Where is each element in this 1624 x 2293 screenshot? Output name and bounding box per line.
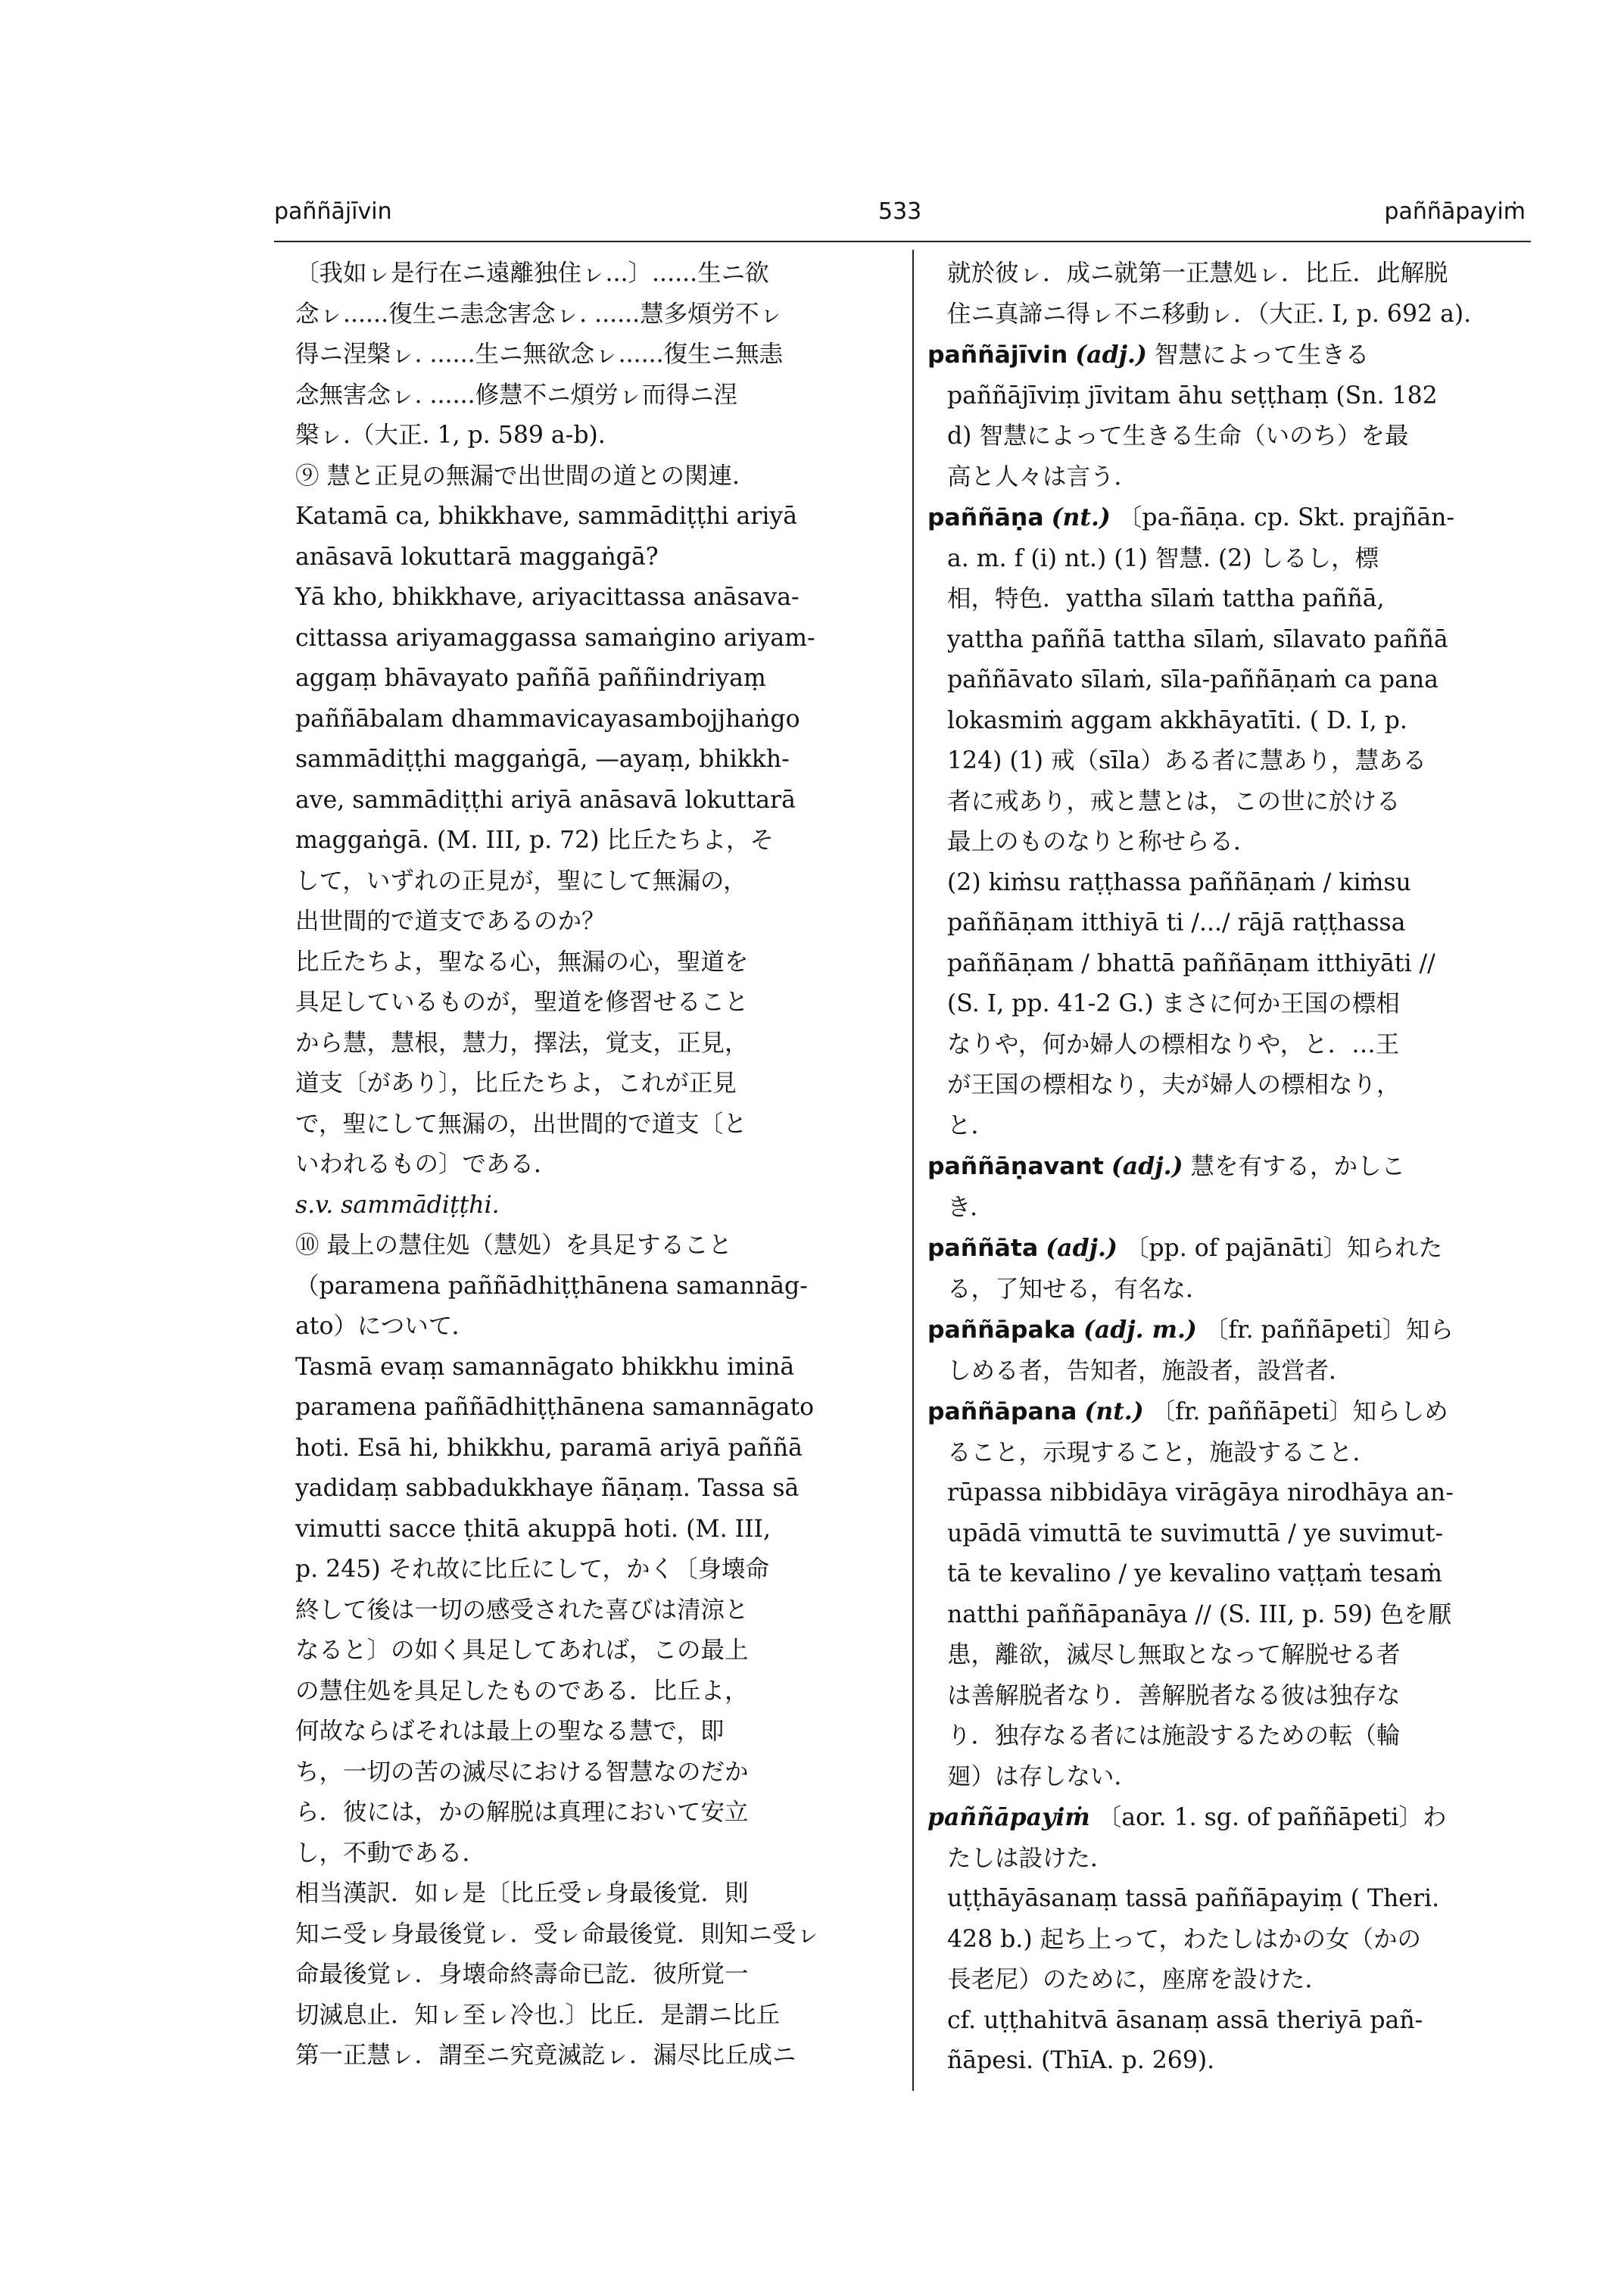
text-line: 相，特色．yattha sīlaṁ tattha paññā, (947, 585, 1385, 612)
text-line: Katamā ca, bhikkhave, sammādiṭṭhi ariyā (295, 503, 797, 530)
text-line: paññāṇam / bhattā paññāṇam itthiyāti // (947, 949, 1435, 977)
text-line: が王国の標相なり，夫が婦人の標相なり， (947, 1071, 1401, 1098)
text-line: p. 245) それ故に比丘にして，かく〔身壊命 (295, 1556, 769, 1583)
text-line: き． (947, 1193, 994, 1221)
entry-definition: 〔pp. of pajānāti〕知られた (1124, 1235, 1443, 1262)
text-line: して，いずれの正見が，聖にして無漏の， (295, 867, 747, 895)
dictionary-entry (927, 1228, 1526, 1270)
dictionary-entry (927, 1797, 1526, 1839)
text-line: なりや，何か婦人の標相なりや，と．…王 (947, 1030, 1400, 1058)
entry-headword: paññāpaka (927, 1316, 1076, 1344)
text-line: ⑩ 最上の慧住処（慧処）を具足すること (295, 1232, 733, 1259)
text-line: upādā vimuttā te suvimuttā / ye suvimut- (947, 1519, 1444, 1547)
text-line: 廻）は存しない． (947, 1762, 1139, 1790)
entry-definition: 〔pa-ñāṇa. cp. Skt. prajñān- (1117, 504, 1455, 531)
text-line: lokasmiṁ aggam akkhāyatīti. ( D. I, p. (947, 706, 1407, 734)
text-line: (S. I, pp. 41-2 G.) まさに何か王国の標相 (947, 990, 1400, 1017)
text-line: 428 b.) 起ち上って，わたしはかの女（かの (947, 1925, 1421, 1953)
page-number: 533 (878, 198, 922, 225)
text-line: は善解脱者なり．善解脱者なる彼は独存な (947, 1681, 1401, 1709)
text-line: anāsavā lokuttarā maggaṅgā? (295, 543, 659, 571)
text-line: hoti. Esā hi, bhikkhu, paramā ariyā paññā (295, 1434, 803, 1462)
text-line: 命最後覚ㇾ．身壊命終壽命已訖．彼所覚一 (295, 1961, 749, 1988)
text-line: 第一正慧ㇾ．謂至ニ究竟滅訖ㇾ．漏尽比丘成ニ (295, 2042, 796, 2069)
text-line: 比丘たちよ，聖なる心，無漏の心，聖道を (295, 948, 749, 976)
text-line: paññāvato sīlaṁ, sīla-paññāṇaṁ ca pana (947, 666, 1439, 693)
text-line: 切滅息止．知ㇾ至ㇾ冷也.〕比丘．是謂ニ比丘 (295, 2001, 781, 2029)
text-line: 最上のものなりと称せらる． (947, 828, 1258, 855)
right-column (927, 254, 1526, 2082)
text-line: たしは設けた． (947, 1844, 1114, 1872)
entry-definition: 智慧によって生きる (1154, 341, 1370, 369)
entry-definition: 〔fr. paññāpeti〕知ら (1204, 1316, 1454, 1344)
text-line: 高と人々は言う． (947, 463, 1139, 491)
text-line: cittassa ariyamaggassa samaṅgino ariyam- (295, 624, 815, 652)
text-line: natthi paññāpanāya // (S. III, p. 59) 色を厭 (947, 1600, 1452, 1628)
text-line: Yā kho, bhikkhave, ariyacittassa anāsava- (295, 584, 800, 611)
text-line: と． (947, 1111, 996, 1139)
text-line: （paramena paññādhiṭṭhānena samannāg- (295, 1272, 808, 1300)
text-line: ら．彼には，かの解脱は真理において安立 (295, 1799, 749, 1826)
text-line: paññājīviṃ jīvitam āhu seṭṭhaṃ (Sn. 182 (947, 382, 1438, 410)
text-line: 〔我如ㇾ是行在ニ遠離独住ㇾ...〕......生ニ欲 (295, 260, 769, 287)
text-line: し，不動である． (295, 1839, 487, 1867)
text-line: の慧住処を具足したものである．比丘よ， (295, 1677, 749, 1705)
text-line: 何故ならばそれは最上の聖なる慧で，即 (295, 1718, 725, 1745)
entry-headword: paññāta (927, 1235, 1039, 1262)
text-line: (2) kiṁsu raṭṭhassa paññāṇaṁ / kiṁsu (947, 868, 1411, 896)
text-line: 槃ㇾ.（大正. 1, p. 589 a-b). (295, 422, 606, 449)
text-line: ち，一切の苦の滅尽における智慧なのだか (295, 1758, 749, 1786)
text-line: ave, sammādiṭṭhi ariyā anāsavā lokuttarā (295, 786, 796, 814)
text-line: 具足しているものが，聖道を修習せること (295, 989, 749, 1016)
text-line: uṭṭhāyāsanaṃ tassā paññāpayiṃ ( Theri. (947, 1885, 1440, 1912)
entry-headword: paññāpana (927, 1398, 1077, 1425)
text-line: paññāṇam itthiyā ti /.../ rājā raṭṭhassa (947, 909, 1406, 936)
text-line: り．独存なる者には施設するための転（輪 (947, 1722, 1401, 1749)
text-line: ato）について． (295, 1313, 476, 1340)
dictionary-entry (927, 1391, 1526, 1433)
text-line: paramena paññādhiṭṭhānena samannāgato (295, 1394, 815, 1421)
entry-definition: 〔aor. 1. sg. of paññāpeti〕わ (1097, 1804, 1447, 1831)
text-line: aggaṃ bhāvayato paññā paññindriyaṃ (295, 665, 766, 692)
text-line: paññābalam dhammavicayasambojjhaṅgo (295, 705, 800, 733)
text-line: rūpassa nibbidāya virāgāya nirodhāya an- (947, 1479, 1454, 1506)
dictionary-entry (927, 335, 1526, 376)
page-header (0, 198, 1624, 236)
entry-pos: (adj. m.) (1083, 1316, 1197, 1344)
entry-headword: paññāṇa (927, 504, 1044, 531)
entry-pos: (nt.) (1051, 503, 1111, 531)
text-line: maggaṅgā. (M. III, p. 72) 比丘たちよ，そ (295, 827, 775, 854)
text-line: a. m. f (i) nt.) (1) 智慧. (2) しるし，標 (947, 544, 1379, 572)
text-line: ⑨ 慧と正見の無漏で出世間の道との関連. (295, 462, 740, 490)
text-line: 患，離欲，滅尽し無取となって解脱せる者 (947, 1641, 1401, 1668)
dictionary-entry (927, 1310, 1526, 1351)
column-divider (912, 250, 914, 2091)
text-line: s.v. sammādiṭṭhi. (295, 1191, 500, 1219)
text-line: 長老尼）のために，座席を設けた． (947, 1966, 1329, 1993)
dictionary-entry (927, 497, 1526, 539)
entry-pos: (nt.) (1084, 1397, 1144, 1425)
text-line: ること，示現すること，施設すること． (947, 1438, 1377, 1466)
text-line: vimutti sacce ṭhitā akuppā hoti. (M. III, (295, 1515, 771, 1543)
text-line: しめる者，告知者，施設者，設営者． (947, 1357, 1353, 1385)
text-line: 得ニ涅槃ㇾ. ......生ニ無欲念ㇾ......復生ニ無恚 (295, 341, 784, 368)
text-line: で，聖にして無漏の，出世間的で道支〔と (295, 1110, 747, 1138)
text-line: Tasmā evaṃ samannāgato bhikkhu iminā (295, 1353, 795, 1381)
text-line: yattha paññā tattha sīlaṁ, sīlavato paññā (947, 625, 1448, 653)
entry-definition: 慧を有する，かしこ (1190, 1153, 1406, 1180)
entry-definition: 〔fr. paññāpeti〕知らしめ (1151, 1398, 1448, 1425)
text-line: sammādiṭṭhi maggaṅgā, —ayaṃ, bhikkh- (295, 746, 790, 773)
header-right-headword: paññāpayiṁ (1384, 198, 1526, 225)
text-line: yadidaṃ sabbadukkhaye ñāṇaṃ. Tassa sā (295, 1475, 800, 1502)
dictionary-entry (927, 1146, 1526, 1188)
text-line: 終して後は一切の感受された喜びは清涼と (295, 1596, 749, 1624)
text-line: tā te kevalino / ye kevalino vaṭṭaṁ tesaṁ (947, 1560, 1442, 1587)
text-line: から慧，慧根，慧力，擇法，覚支，正見， (295, 1029, 749, 1057)
text-line: 就於彼ㇾ．成ニ就第一正慧処ㇾ．比丘．此解脱 (947, 260, 1448, 287)
text-line: ñāpesi. (ThīA. p. 269). (947, 2047, 1215, 2074)
entry-pos: (adj.) (1111, 1152, 1183, 1180)
text-line: 念無害念ㇾ. ......修慧不ニ煩労ㇾ而得ニ涅 (295, 381, 738, 409)
text-line: 出世間的で道支であるのか？ (295, 908, 606, 935)
text-line: d) 智慧によって生きる生命（いのち）を最 (947, 422, 1409, 450)
entry-headword: paññāṇavant (927, 1153, 1104, 1180)
text-line: る，了知せる，有名な． (947, 1275, 1210, 1303)
entry-headword: paññāpayiṁ (927, 1803, 1090, 1831)
text-line: 124) (1) 戒（sīla）ある者に慧あり，慧ある (947, 747, 1427, 774)
text-line: 住ニ真諦ニ得ㇾ不ニ移動ㇾ．（大正. I, p. 692 a). (947, 300, 1472, 328)
entry-pos: (adj.) (1075, 341, 1147, 369)
entry-headword: paññājīvin (927, 341, 1068, 369)
text-line: 念ㇾ......復生ニ恚念害念ㇾ. ......慧多煩労不ㇾ (295, 300, 784, 328)
text-line: 者に戒あり，戒と慧とは，この世に於ける (947, 787, 1401, 815)
text-line: 道支〔があり〕，比丘たちよ，これが正見 (295, 1070, 737, 1097)
entry-pos: (adj.) (1046, 1234, 1117, 1262)
text-line: いわれるもの〕である． (295, 1151, 558, 1178)
header-left-headword: paññājīvin (274, 198, 392, 225)
text-line: なると〕の如く具足してあれば，この最上 (295, 1637, 749, 1664)
left-column (295, 254, 893, 2076)
header-rule (274, 241, 1531, 242)
text-line: 相当漢訳．如ㇾ是〔比丘受ㇾ身最後覚．則 (295, 1880, 749, 1907)
text-line: cf. uṭṭhahitvā āsanaṃ assā theriyā pañ- (947, 2006, 1423, 2034)
text-line: 知ニ受ㇾ身最後覚ㇾ．受ㇾ命最後覚．則知ニ受ㇾ (295, 1920, 821, 1948)
